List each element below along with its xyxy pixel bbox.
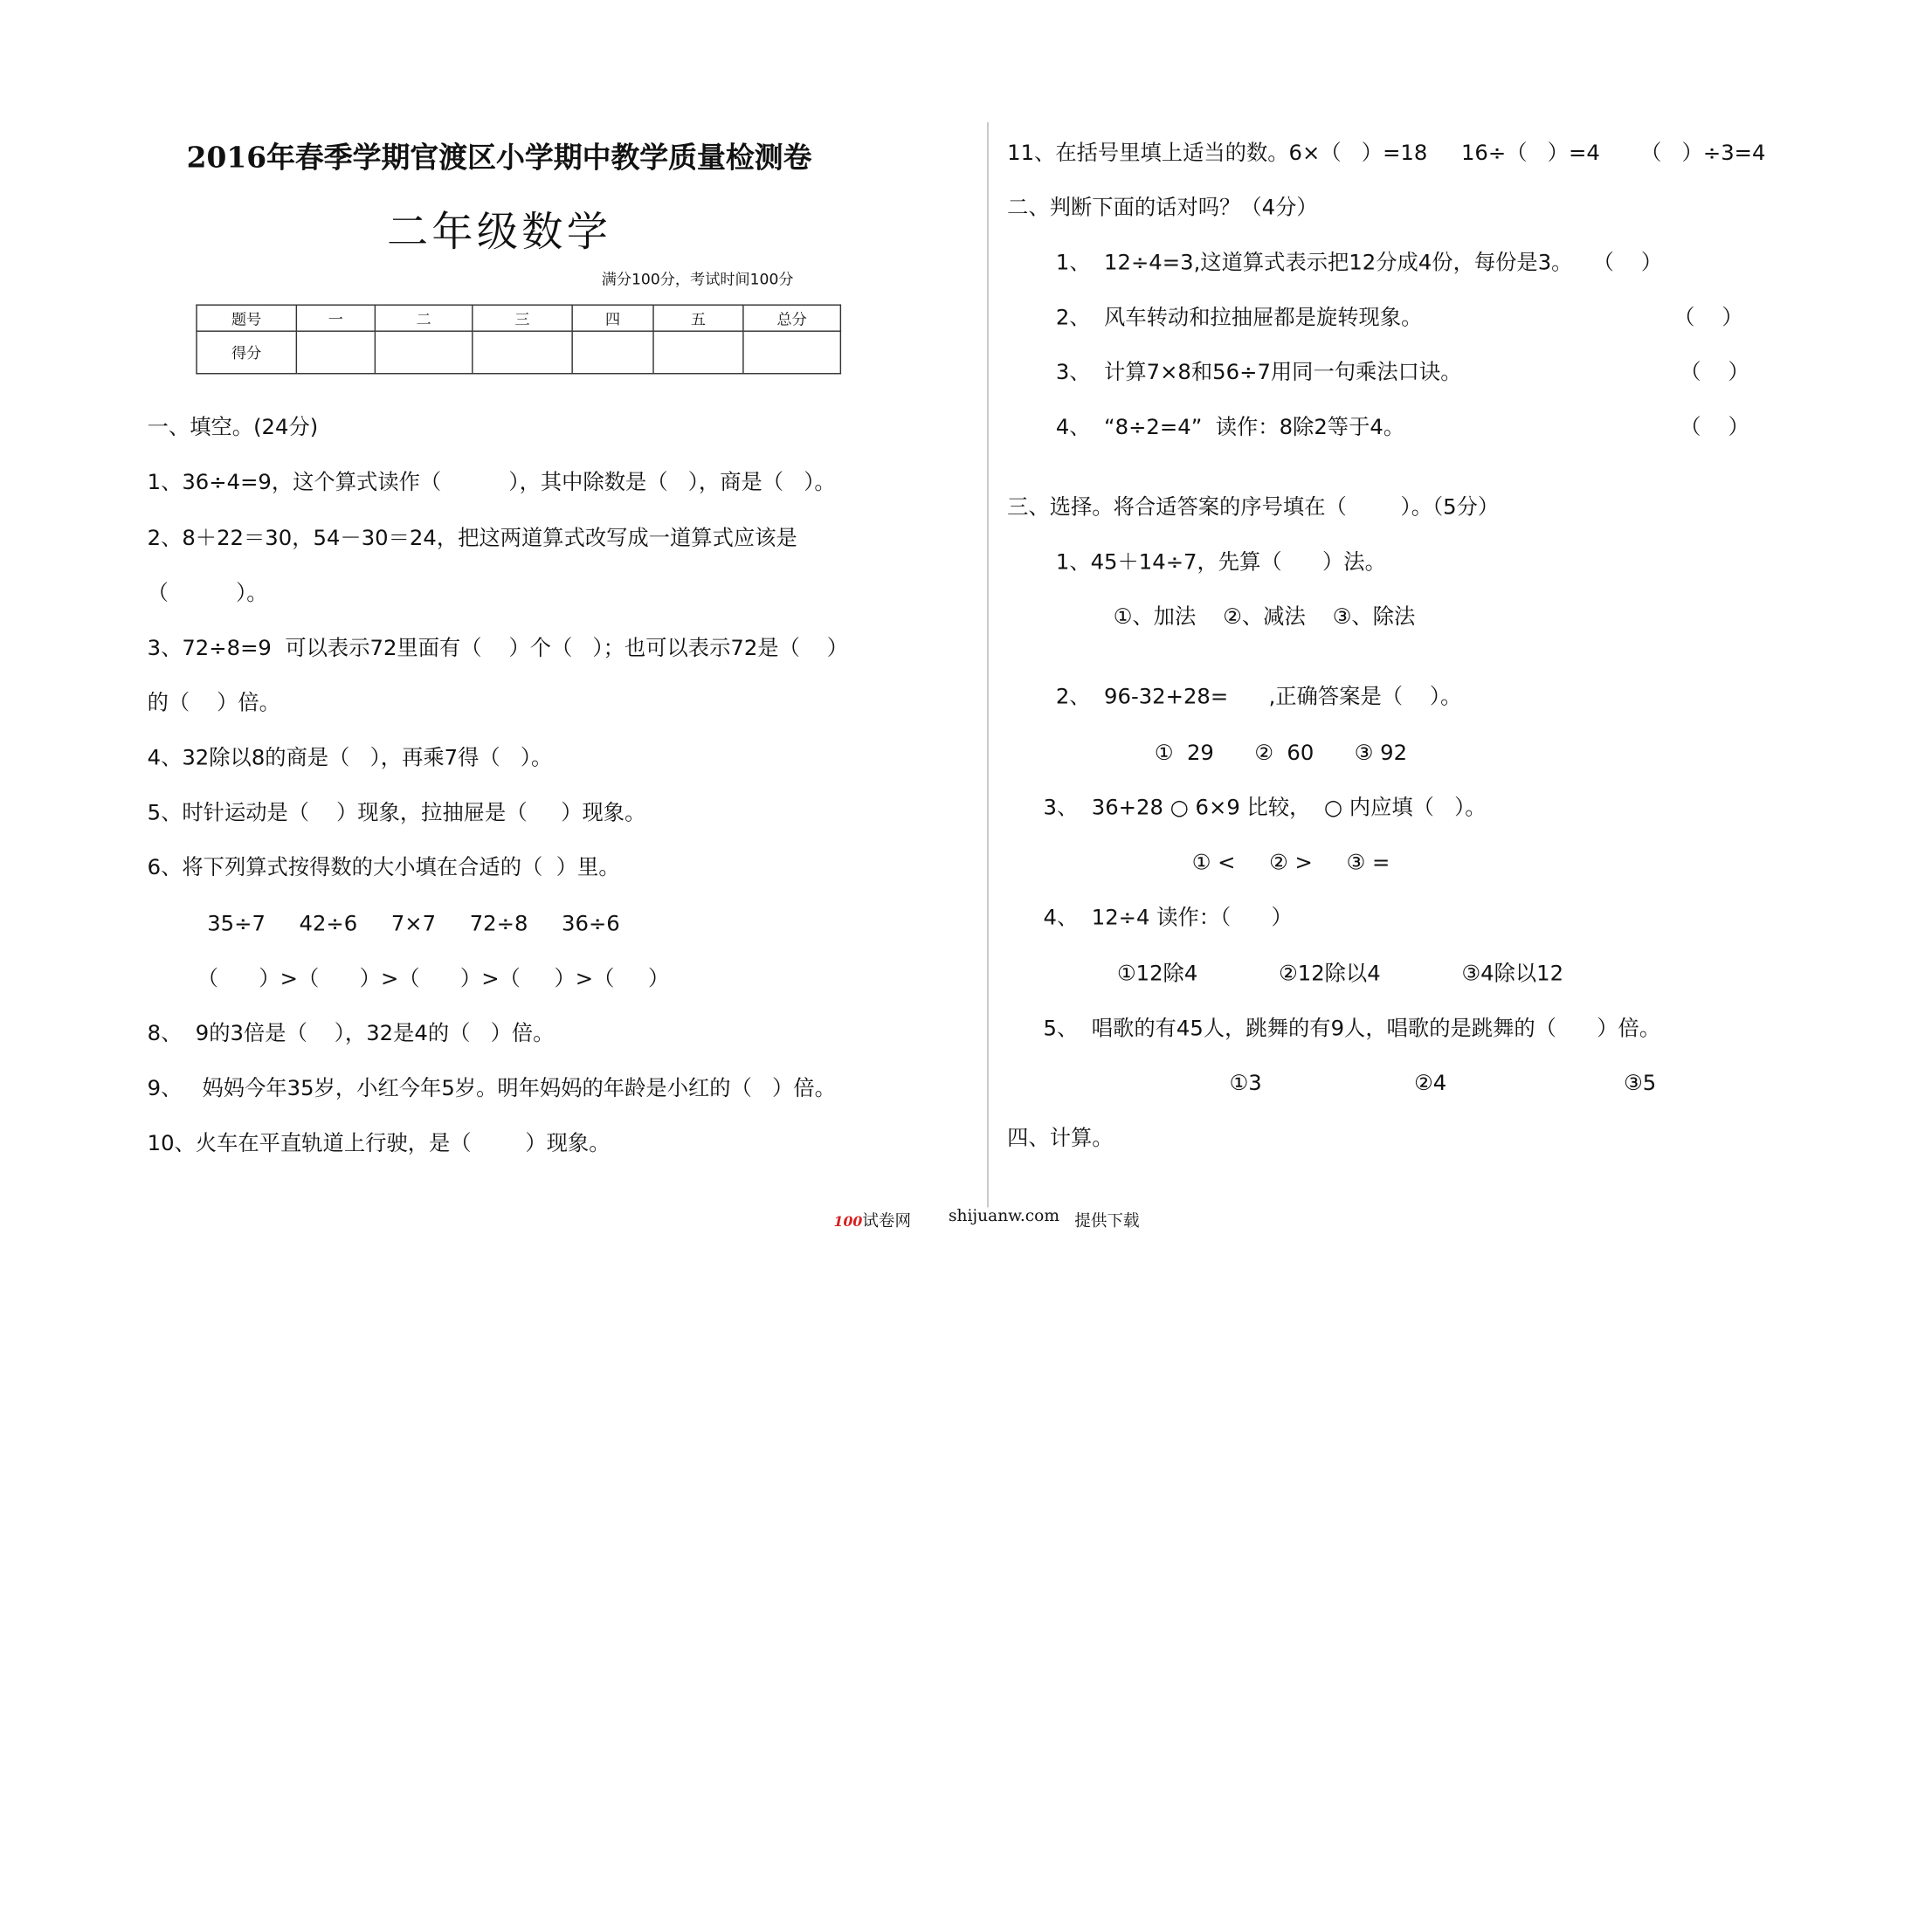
footer-note: 提供下载 [1074, 1212, 1140, 1231]
judge-1: 1、 12÷4=3,这道算式表示把12分成4份，每份是3。 （ ） [1055, 251, 1663, 276]
score-cell-empty [653, 331, 743, 374]
score-cell-section: 二 [375, 305, 472, 331]
score-cell-empty [743, 331, 840, 374]
choice-3-options: ① < ② > ③ = [1191, 851, 1390, 876]
question-5: 5、时针运动是（ ）现象，拉抽屉是（ ）现象。 [147, 800, 646, 826]
judge-3-answer-paren: （ ） [1680, 360, 1749, 386]
score-cell-section: 三 [473, 305, 572, 331]
score-time-note: 满分100分，考试时间100分 [601, 270, 794, 288]
choice-3: 3、 36+28 ○ 6×9 比较， ○ 内应填（ ）。 [1043, 796, 1487, 821]
site-logo: 100 [833, 1213, 863, 1231]
choice-1: 1、45＋14÷7，先算（ ）法。 [1055, 549, 1386, 576]
choice-5-option-3: ③5 [1623, 1071, 1657, 1097]
footer-site-name: 试卷网 [862, 1212, 912, 1231]
choice-5-option-1: ①3 [1229, 1071, 1262, 1097]
choice-4: 4、 12÷4 读作：（ ） [1043, 905, 1293, 931]
footer-brand [834, 1207, 912, 1231]
question-1: 1、36÷4=9，这个算式读作（ ），其中除数是（ ），商是（ ）。 [147, 470, 836, 495]
question-10: 10、火车在平直轨道上行驶，是（ ）现象。 [147, 1131, 611, 1156]
score-cell-empty [473, 331, 572, 374]
column-divider [987, 122, 988, 1208]
judge-2: 2、 风车转动和拉抽屉都是旋转现象。 [1055, 305, 1423, 331]
exam-title: 2016年春季学期官渡区小学期中教学质量检测卷 [186, 141, 812, 175]
grade-subject-heading: 二年级数学 [386, 207, 612, 256]
section-calculation-heading: 四、计算。 [1007, 1126, 1114, 1152]
score-cell-empty [572, 331, 653, 374]
question-3: 3、72÷8=9 可以表示72里面有（ ）个（ ）；也可以表示72是（ ） [147, 636, 849, 661]
footer-domain-link[interactable]: shijuanw.com [948, 1207, 1059, 1226]
question-2-blank: （ ）。 [147, 581, 268, 607]
score-cell-empty [296, 331, 375, 374]
judge-4: 4、 “8÷2=4” 读作：8除2等于4。 [1055, 415, 1405, 441]
choice-5: 5、 唱歌的有45人，跳舞的有9人，唱歌的是跳舞的（ ）倍。 [1043, 1016, 1661, 1042]
score-cell-section: 四 [572, 305, 653, 331]
choice-1-options: ①、加法 ②、减法 ③、除法 [1113, 604, 1416, 631]
question-2: 2、8＋22＝30，54－30＝24，把这两道算式改写成一道算式应该是 [147, 526, 797, 552]
question-3-continued: 的（ ）倍。 [147, 691, 280, 716]
question-4: 4、32除以8的商是（ ），再乘7得（ ）。 [147, 746, 553, 771]
choice-5-option-2: ②4 [1413, 1071, 1447, 1097]
score-cell-empty [375, 331, 472, 374]
choice-4-options: ①12除4 ②12除以4 ③4除以12 [1116, 962, 1564, 987]
question-6-expressions: 35÷7 42÷6 7×7 72÷8 36÷6 [207, 912, 620, 937]
section-choice-heading: 三、选择。将合适答案的序号填在（ ）。（5分） [1007, 494, 1500, 521]
judge-3: 3、 计算7×8和56÷7用同一句乘法口诀。 [1055, 360, 1462, 386]
judge-4-answer-paren: （ ） [1680, 415, 1749, 441]
judge-2-answer-paren: （ ） [1673, 305, 1743, 331]
score-cell-label: 题号 [197, 305, 296, 331]
score-cell-section: 一 [296, 305, 375, 331]
question-6-blanks: （ ）>（ ）>（ ）>（ ）>（ ） [197, 966, 670, 992]
score-cell-label: 得分 [197, 331, 296, 374]
score-cell-total: 总分 [743, 305, 840, 331]
question-9: 9、 妈妈今年35岁，小红今年5岁。明年妈妈的年龄是小红的（ ）倍。 [147, 1076, 836, 1102]
choice-2: 2、 96-32+28= ,正确答案是（ ）。 [1055, 685, 1462, 710]
score-table-score-row [197, 331, 840, 374]
score-table [196, 304, 841, 374]
score-table-header-row [197, 305, 840, 331]
section-judge-heading: 二、判断下面的话对吗？（4分） [1007, 196, 1318, 221]
score-cell-section: 五 [653, 305, 743, 331]
section-fill-blank-heading: 一、填空。(24分) [147, 415, 319, 441]
question-6: 6、将下列算式按得数的大小填在合适的（ ）里。 [147, 855, 620, 881]
question-8: 8、 9的3倍是（ ），32是4的（ ）倍。 [147, 1021, 555, 1047]
question-11: 11、在括号里填上适当的数。6×（ ）=18 16÷（ ）=4 （ ）÷3=4 [1007, 141, 1766, 166]
choice-2-options: ① 29 ② 60 ③ 92 [1154, 741, 1408, 766]
